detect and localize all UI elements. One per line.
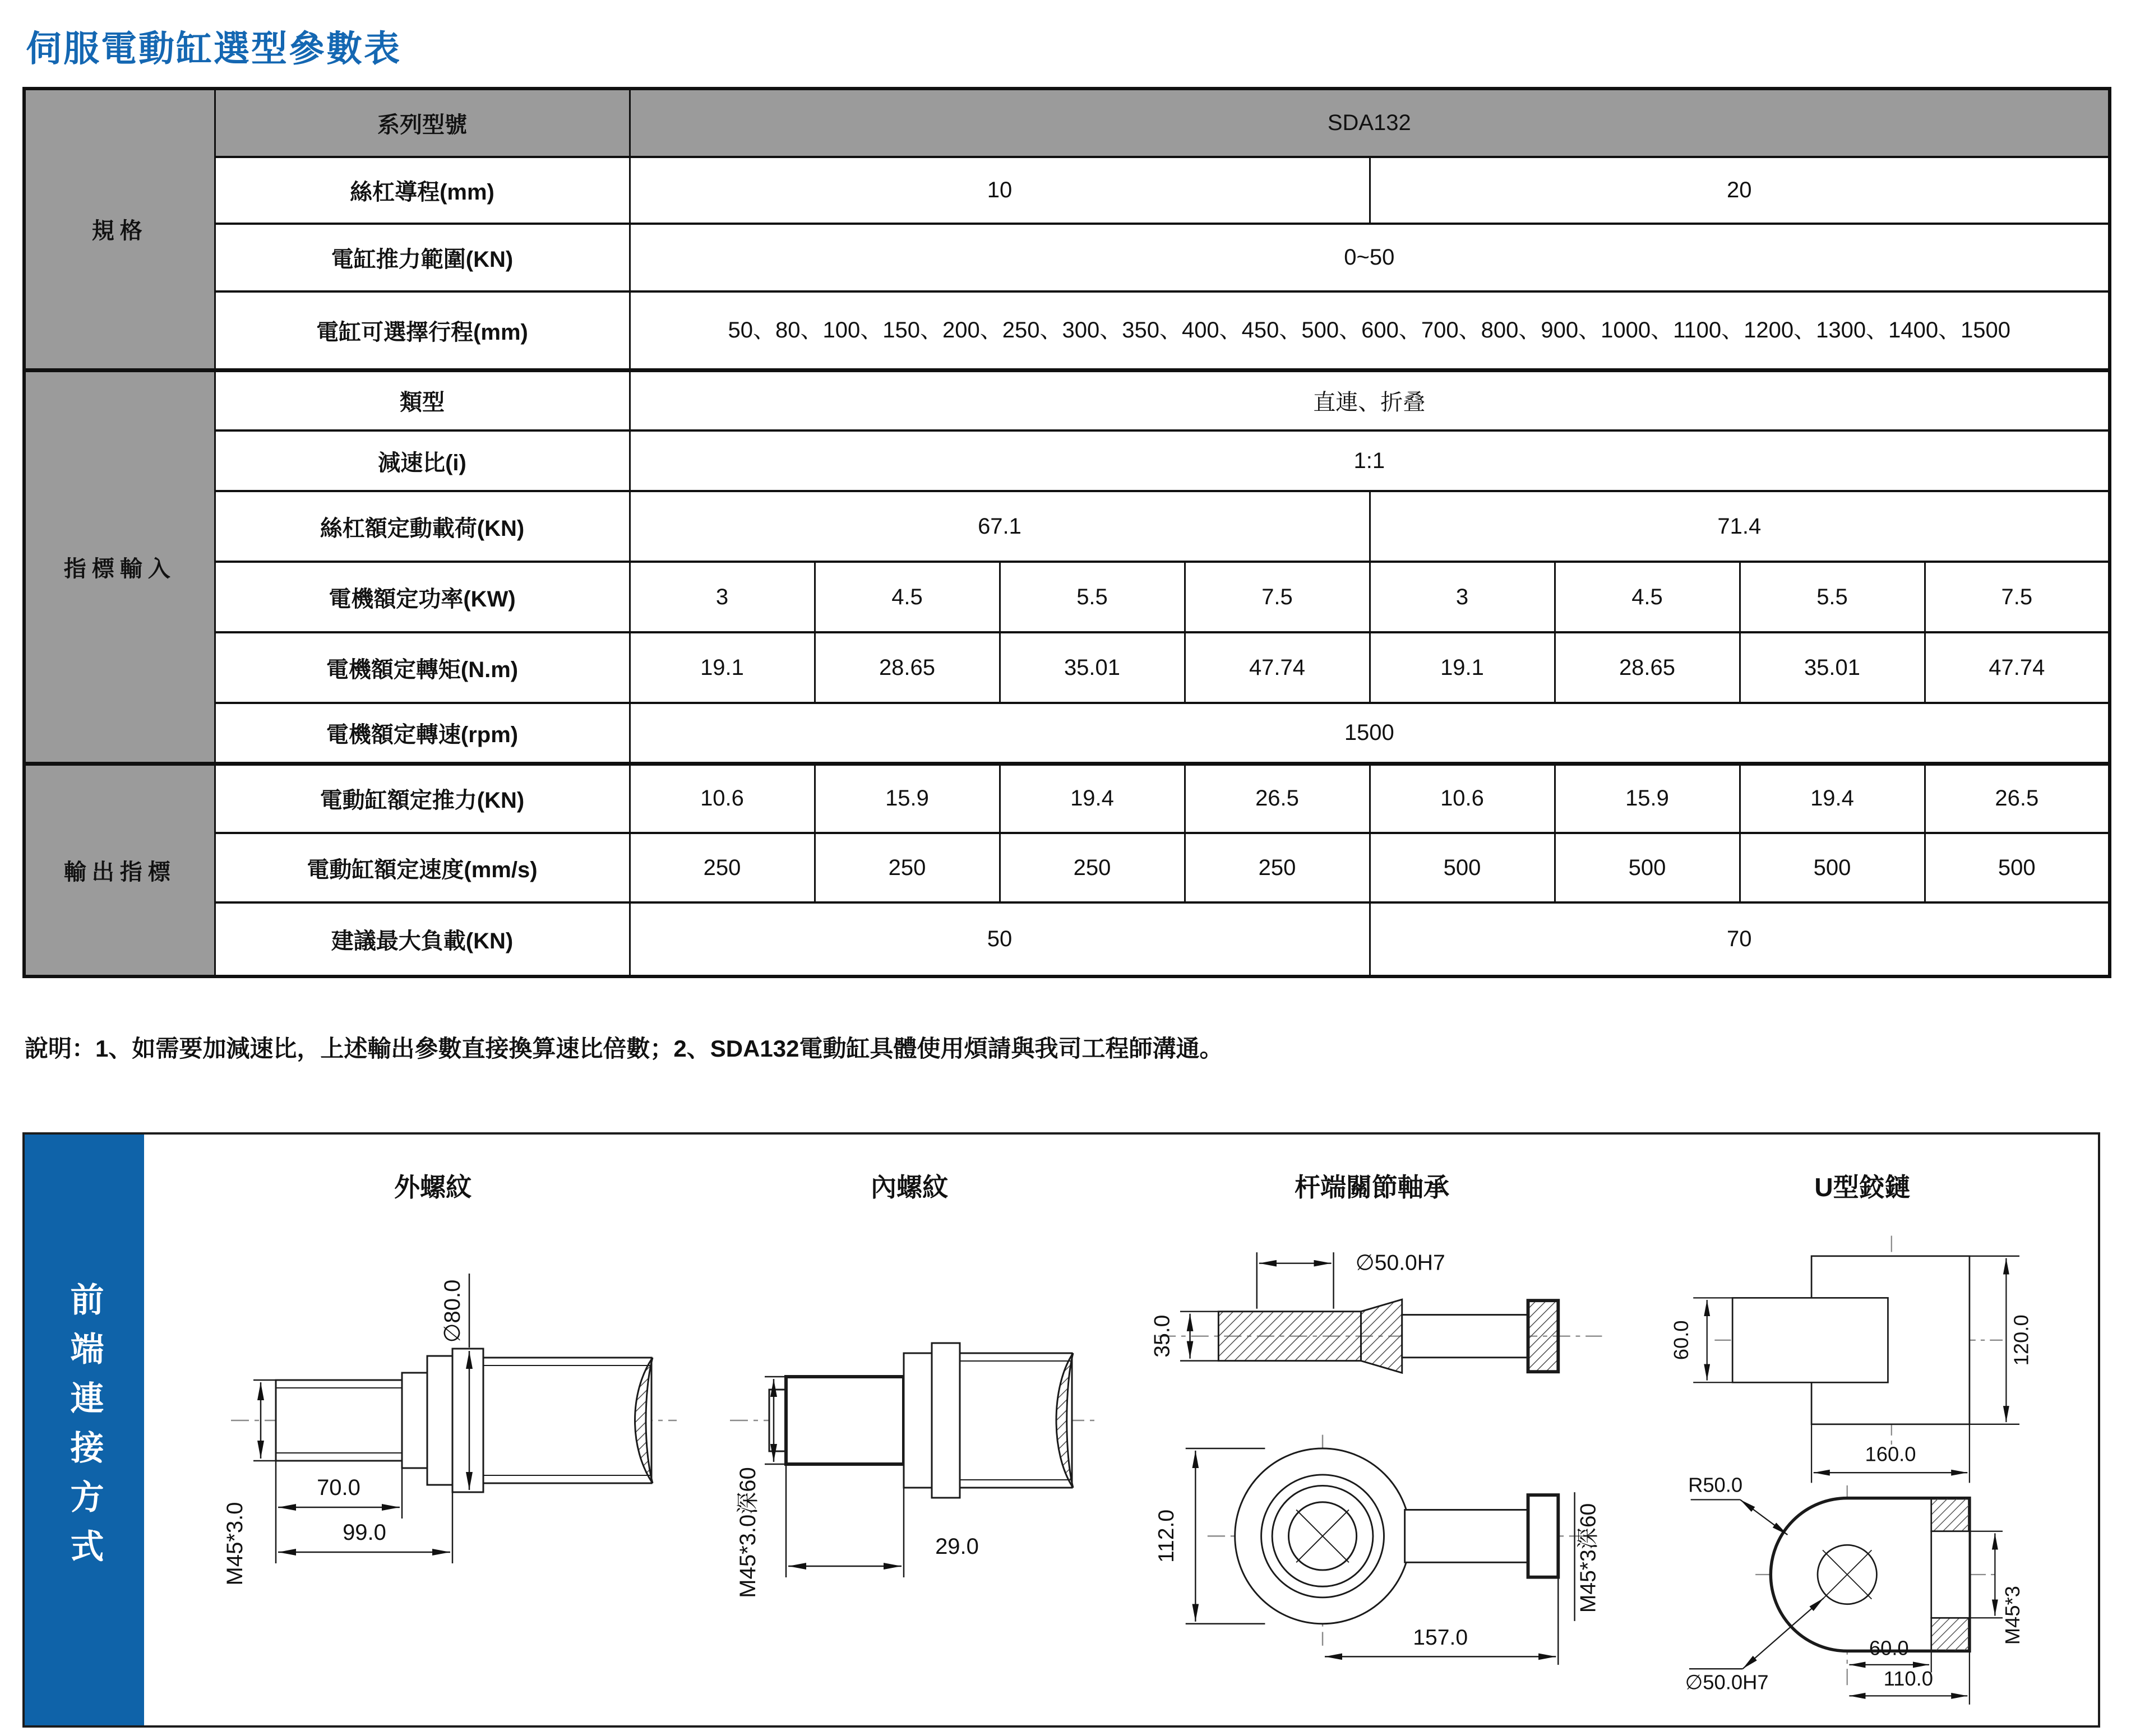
power-value: 5.5 [1000, 562, 1185, 632]
row-label-max-load: 建議最大負載(KN) [215, 902, 630, 976]
front-connection-panel [22, 1132, 2100, 1728]
u-hinge-figure [1638, 1207, 2087, 1718]
torque-value: 47.74 [1185, 632, 1370, 703]
dim-width: 160.0 [1865, 1442, 1916, 1466]
row-label-lead: 絲杠導程(mm) [215, 157, 630, 224]
max-load-value-20: 70 [1370, 902, 2110, 976]
row-label-power: 電機額定功率(KW) [215, 562, 630, 632]
speed-value: 500 [1925, 833, 2110, 902]
dim-bore: ∅50.0H7 [1685, 1670, 1769, 1694]
torque-value: 19.1 [1370, 632, 1555, 703]
row-label-rpm: 電機額定轉速(rpm) [215, 703, 630, 763]
front-connection-sidebar [25, 1135, 144, 1725]
thrust-value: 26.5 [1925, 763, 2110, 833]
dim-len1: 70.0 [317, 1475, 360, 1500]
dim-height: 120.0 [2009, 1314, 2033, 1366]
power-value: 3 [630, 562, 815, 632]
power-value: 5.5 [1740, 562, 1925, 632]
drawing-title-rod-end-bearing: 杆端關節軸承 [1295, 1173, 1449, 1202]
dim-thread: M45*3 [2001, 1586, 2024, 1645]
series-value-cell: SDA132 [630, 89, 2110, 157]
power-value: 7.5 [1185, 562, 1370, 632]
dim-slot: 60.0 [1670, 1320, 1693, 1360]
dim-len: 29.0 [935, 1534, 979, 1559]
dim-bore: ∅50.0H7 [1355, 1251, 1445, 1275]
thrust-value: 19.4 [1000, 763, 1185, 833]
row-label-force-range: 電缸推力範圍(KN) [215, 224, 630, 291]
dim-height: 112.0 [1154, 1509, 1179, 1563]
screw-load-value-20: 71.4 [1370, 491, 2110, 562]
dim-width: 35.0 [1150, 1314, 1175, 1358]
drawing-internal-thread [699, 1140, 1120, 1722]
dim-radius: R50.0 [1688, 1473, 1743, 1497]
row-label-speed: 電動缸額定速度(mm/s) [215, 833, 630, 902]
drawing-u-hinge [1624, 1140, 2101, 1722]
series-label-cell: 系列型號 [215, 89, 630, 157]
group-cell-spec: 規格 [24, 89, 215, 370]
row-label-ratio: 減速比(i) [215, 430, 630, 491]
speed-value: 250 [630, 833, 815, 902]
torque-value: 28.65 [1555, 632, 1740, 703]
rpm-value: 1500 [630, 703, 2110, 763]
torque-value: 35.01 [1000, 632, 1185, 703]
power-value: 4.5 [815, 562, 1000, 632]
dim-thread: M45*3深60 [1576, 1503, 1601, 1613]
thrust-value: 15.9 [815, 763, 1000, 833]
group-cell-output: 輸出指標 [24, 763, 215, 976]
drawing-title-internal-thread: 內螺紋 [871, 1173, 948, 1202]
drawing-title-u-hinge: U型鉸鏈 [1814, 1173, 1911, 1202]
part-outline [1218, 1299, 1558, 1624]
drawing-rod-end-bearing [1120, 1140, 1624, 1722]
lead-value-20: 20 [1370, 157, 2110, 224]
page-title: 伺服電動缸選型參數表 [26, 29, 401, 69]
drawings-row [144, 1135, 2114, 1725]
dim-len2: 99.0 [343, 1520, 386, 1545]
group-cell-input: 指標輸入 [24, 370, 215, 763]
speed-value: 250 [1185, 833, 1370, 902]
speed-value: 250 [1000, 833, 1185, 902]
type-value: 直連、折叠 [630, 370, 2110, 430]
stroke-value: 50、80、100、150、200、250、300、350、400、450、500、600、700、800、900、1000、1100、1200、1300、1400、1500 [630, 291, 2110, 370]
speed-value: 250 [815, 833, 1000, 902]
speed-value: 500 [1555, 833, 1740, 902]
lead-value-10: 10 [630, 157, 1370, 224]
dim-thread: M45*3.0 [223, 1502, 247, 1586]
thrust-value: 19.4 [1740, 763, 1925, 833]
row-label-stroke: 電缸可選擇行程(mm) [215, 291, 630, 370]
dim-offset: 60.0 [1869, 1636, 1909, 1660]
external-thread-figure [169, 1207, 696, 1667]
thrust-value: 10.6 [1370, 763, 1555, 833]
thrust-value: 15.9 [1555, 763, 1740, 833]
dim-diameter: ∅80.0 [440, 1279, 465, 1343]
sidebar-label: 前端連接方式 [66, 1282, 104, 1578]
part-outline [1732, 1256, 1970, 1651]
spec-table-wrap [22, 87, 2109, 978]
row-label-thrust: 電動缸額定推力(KN) [215, 763, 630, 833]
max-load-value-10: 50 [630, 902, 1370, 976]
row-label-screw-load: 絲杠額定動載荷(KN) [215, 491, 630, 562]
dim-thread: M45*3.0深60 [736, 1467, 760, 1598]
torque-value: 28.65 [815, 632, 1000, 703]
ratio-value: 1:1 [630, 430, 2110, 491]
screw-load-value-10: 67.1 [630, 491, 1370, 562]
rod-end-bearing-figure [1125, 1207, 1619, 1689]
thrust-value: 26.5 [1185, 763, 1370, 833]
speed-value: 500 [1370, 833, 1555, 902]
part-outline [769, 1343, 1073, 1498]
thrust-value: 10.6 [630, 763, 815, 833]
torque-value: 19.1 [630, 632, 815, 703]
row-label-torque: 電機額定轉矩(N.m) [215, 632, 630, 703]
footnote: 說明：1、如需要加減速比，上述輸出參數直接換算速比倍數；2、SDA132電動缸具體使用煩請與我司工程師溝通。 [25, 1035, 1223, 1062]
speed-value: 500 [1740, 833, 1925, 902]
power-value: 4.5 [1555, 562, 1740, 632]
power-value: 7.5 [1925, 562, 2110, 632]
dim-length: 157.0 [1413, 1625, 1468, 1650]
drawing-title-external-thread: 外螺紋 [394, 1173, 471, 1202]
internal-thread-figure [702, 1207, 1117, 1667]
dim-length: 110.0 [1883, 1667, 1933, 1691]
spec-table [22, 87, 2111, 978]
row-label-type: 類型 [215, 370, 630, 430]
torque-value: 35.01 [1740, 632, 1925, 703]
part-outline [276, 1349, 653, 1492]
drawing-external-thread [167, 1140, 699, 1722]
torque-value: 47.74 [1925, 632, 2110, 703]
force-range-value: 0~50 [630, 224, 2110, 291]
power-value: 3 [1370, 562, 1555, 632]
